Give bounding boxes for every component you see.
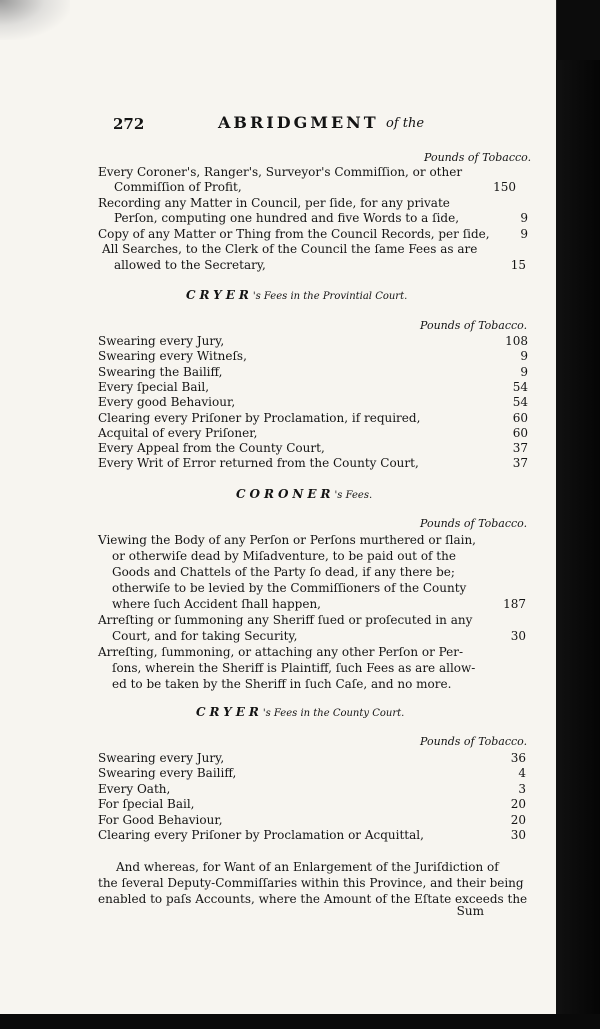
fee-line: Court, and for taking Security, <box>112 629 298 643</box>
fee-line: Goods and Chattels of the Party ſo dead, if any there be; <box>112 565 455 579</box>
fee-value: 54 <box>512 379 528 394</box>
fee-value: 15 <box>510 258 526 272</box>
units-heading: Pounds of Tobacco. <box>424 151 532 164</box>
fee-line: Recording any Matter in Council, per ſide, for any private <box>98 196 450 210</box>
dark-margin <box>556 60 600 1029</box>
fee-value: 37 <box>512 441 528 456</box>
fee-line: allowed to the Secretary, <box>114 258 266 272</box>
fee-line: ed to be taken by the Sheriff in ſuch Caſe, and no more. <box>112 677 452 691</box>
fee-value: 20 <box>510 812 526 827</box>
fee-value: 9 <box>520 211 528 225</box>
fee-item: Every Writ of Error returned from the County Court, <box>98 456 419 471</box>
fee-item: For ſpecial Bail, <box>98 797 195 812</box>
fee-value: 150 <box>493 180 516 194</box>
section-heading-rest: 's Fees in the Provintial Court. <box>252 291 408 302</box>
fee-line: Perſon, computing one hundred and five Words to a ſide, <box>114 211 460 225</box>
fee-item: Clearing every Priſoner by Proclamation or Acquittal, <box>98 828 424 842</box>
section-heading <box>236 487 372 501</box>
fee-value: 37 <box>512 456 528 471</box>
fee-item: For Good Behaviour, <box>98 812 223 827</box>
fee-item: Swearing every Witneſs, <box>98 349 247 364</box>
page-corner-shadow <box>0 0 70 40</box>
section-heading-rest: 's Fees. <box>334 490 373 501</box>
fee-value: 20 <box>510 797 526 812</box>
fee-item: Swearing every Jury, <box>98 751 225 765</box>
section-heading-caps: CORONER <box>236 487 335 501</box>
fee-value: 60 <box>512 425 528 440</box>
fee-item: Swearing every Jury, <box>98 334 225 348</box>
section-heading-caps: CRYER <box>196 705 263 719</box>
section-heading <box>196 705 404 719</box>
fee-value: 30 <box>510 629 526 643</box>
fee-line: Arreſting, ſummoning, or attaching any other Perſon or Per- <box>98 645 464 659</box>
units-heading: Pounds of Tobacco. <box>420 319 528 332</box>
fee-value: 54 <box>512 395 528 410</box>
section-heading-caps: CRYER <box>186 288 253 302</box>
fee-line: Commiſſion of Profit, <box>114 180 242 194</box>
running-title: ABRIDGMENT <box>218 113 379 132</box>
fee-value: 4 <box>518 766 526 781</box>
fee-value: 60 <box>512 410 528 425</box>
catchword: Sum <box>456 904 484 918</box>
fee-line: where ſuch Accident ſhall happen, <box>112 597 321 611</box>
fee-value: 9 <box>520 227 528 241</box>
units-heading: Pounds of Tobacco. <box>420 735 528 748</box>
fee-item: Clearing every Priſoner by Proclamation, if required, <box>98 410 421 425</box>
fee-item: Every Appeal from the County Court, <box>98 441 325 456</box>
fee-line: All Searches, to the Clerk of the Council the ſame Fees as are <box>102 242 478 256</box>
fee-value: 30 <box>510 828 526 842</box>
paragraph-line: the ſeveral Deputy-Commiſſaries within this Province, and their being <box>98 876 524 890</box>
section-heading-rest: 's Fees in the County Court. <box>262 708 405 719</box>
paragraph-line: And whereas, for Want of an Enlargement of the Juriſdiction of <box>116 860 499 874</box>
fee-line: Copy of any Matter or Thing from the Council Records, per ſide, <box>98 227 490 241</box>
bottom-edge <box>0 1014 600 1029</box>
section-heading <box>186 288 407 302</box>
units-heading: Pounds of Tobacco. <box>420 517 528 530</box>
fee-value: 3 <box>518 781 526 796</box>
fee-item: Every ſpecial Bail, <box>98 379 210 394</box>
fee-value: 36 <box>510 751 526 765</box>
fee-value: 108 <box>505 334 528 348</box>
fee-item: Swearing the Bailiff, <box>98 364 223 379</box>
fee-line: otherwiſe to be levied by the Commiſſioners of the County <box>112 581 467 595</box>
paragraph-line: enabled to paſs Accounts, where the Amount of the Eſtate exceeds the <box>98 892 528 906</box>
fee-line: ſons, wherein the Sheriff is Plaintiff, ſuch Fees as are allow- <box>112 661 476 675</box>
fee-line: Arreſting or ſummoning any Sheriff ſued or proſecuted in any <box>98 613 473 627</box>
fee-line: Every Coroner's, Ranger's, Surveyor's Commiſſion, or other <box>98 165 463 179</box>
fee-item: Swearing every Bailiff, <box>98 766 237 781</box>
fee-item: Every good Behaviour, <box>98 395 236 410</box>
page-number: 272 <box>113 115 145 133</box>
fee-value: 187 <box>503 597 526 611</box>
fee-item: Every Oath, <box>98 781 171 796</box>
fee-line: or otherwiſe dead by Miſadventure, to be paid out of the <box>112 549 456 563</box>
fee-item: Acquital of every Priſoner, <box>98 425 258 440</box>
fee-value: 9 <box>520 349 528 364</box>
fee-line: Viewing the Body of any Perſon or Perſons murthered or ſlain, <box>98 533 476 547</box>
fee-value: 9 <box>520 364 528 379</box>
running-title-suffix: of the <box>386 116 425 131</box>
